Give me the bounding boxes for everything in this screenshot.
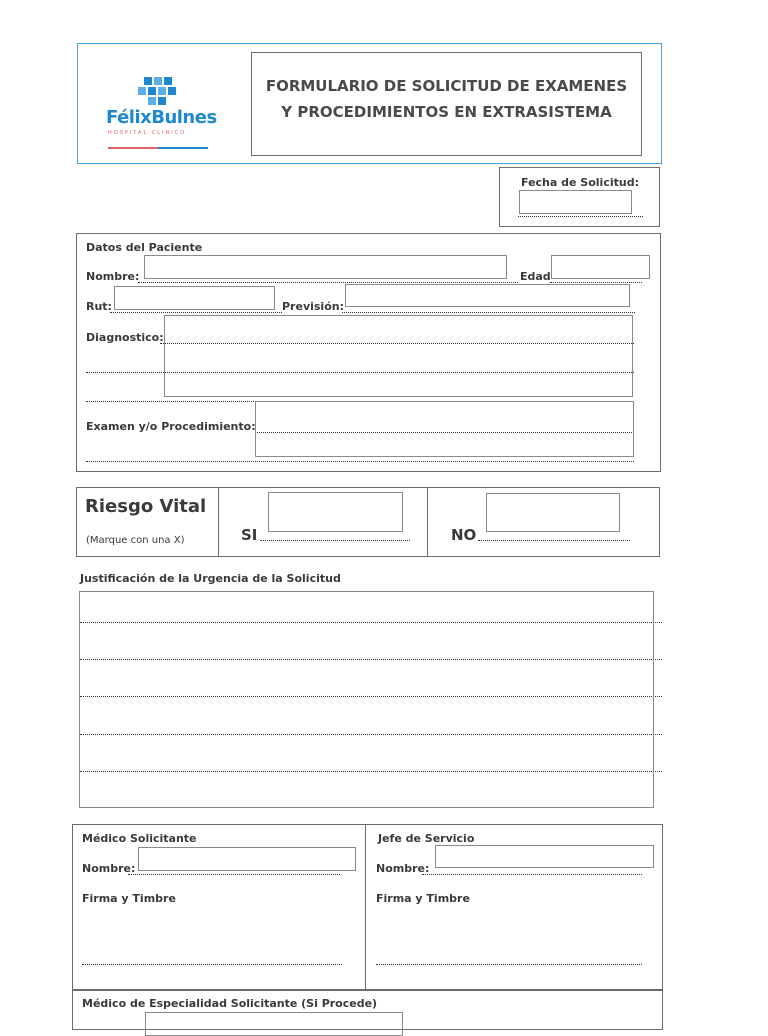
fecha-label: Fecha de Solicitud: (521, 176, 639, 189)
logo-underline-blue (158, 147, 208, 149)
examen-label: Examen y/o Procedimiento: (86, 420, 256, 433)
medico-title: Médico Solicitante (82, 832, 197, 845)
edad-dots (550, 282, 642, 283)
title-box (251, 52, 642, 156)
nombre-label: Nombre: (86, 270, 140, 283)
si-label: SI (241, 526, 258, 544)
si-dots (260, 540, 410, 541)
rut-dots (110, 312, 282, 313)
medico-firma-dots (82, 964, 342, 965)
riesgo-subtitle: (Marque con una X) (86, 535, 185, 546)
fecha-input[interactable] (519, 190, 632, 214)
fecha-dots (518, 216, 643, 217)
edad-label: Edad (520, 270, 551, 283)
jefe-firma-dots (376, 964, 642, 965)
riesgo-divider-2 (427, 487, 428, 557)
edad-input[interactable] (551, 255, 650, 279)
diagnostico-input[interactable] (164, 315, 633, 397)
medico-nombre-input[interactable] (138, 847, 356, 871)
justificacion-label: Justificación de la Urgencia de la Solicitud (80, 572, 341, 585)
examen-input[interactable] (255, 401, 634, 457)
prevision-label: Previsión: (282, 300, 344, 313)
jefe-firma-label: Firma y Timbre (376, 892, 470, 905)
medico-firma-label: Firma y Timbre (82, 892, 176, 905)
paciente-section-label: Datos del Paciente (86, 241, 203, 254)
no-checkbox[interactable] (486, 493, 620, 532)
logo-underline (108, 147, 158, 149)
form-title-line1: FORMULARIO DE SOLICITUD DE EXAMENES (265, 77, 628, 95)
prevision-dots (342, 312, 635, 313)
especialidad-title: Médico de Especialidad Solicitante (Si Procede) (82, 997, 378, 1010)
medico-nombre-dots (128, 874, 340, 875)
jefe-nombre-input[interactable] (435, 845, 654, 868)
no-label: NO (451, 526, 477, 544)
jefe-nombre-label: Nombre: (376, 862, 430, 875)
jefe-nombre-dots (422, 874, 642, 875)
especialidad-input[interactable] (145, 1012, 403, 1036)
no-dots (478, 540, 630, 541)
medico-nombre-label: Nombre: (82, 862, 136, 875)
riesgo-title: Riesgo Vital (85, 496, 207, 517)
form-title-line2: Y PROCEDIMIENTOS EN EXTRASISTEMA (281, 103, 612, 121)
si-checkbox[interactable] (268, 492, 403, 532)
examen-dots-2 (86, 461, 634, 462)
nombre-input[interactable] (144, 255, 507, 279)
nombre-dots (138, 282, 518, 283)
hospital-logo (100, 75, 230, 155)
riesgo-divider-1 (218, 487, 219, 557)
jefe-title: Jefe de Servicio (378, 832, 475, 845)
rut-input[interactable] (114, 286, 275, 310)
logo-cross-icon (134, 75, 182, 107)
justificacion-input[interactable] (79, 591, 654, 808)
diagnostico-label: Diagnostico: (86, 331, 164, 344)
logo-name: FélixBulnes (106, 107, 217, 128)
prevision-input[interactable] (345, 284, 630, 307)
logo-subtitle: HOSPITAL CLINICO (108, 130, 187, 136)
firmas-divider (365, 824, 366, 990)
rut-label: Rut: (86, 300, 112, 313)
